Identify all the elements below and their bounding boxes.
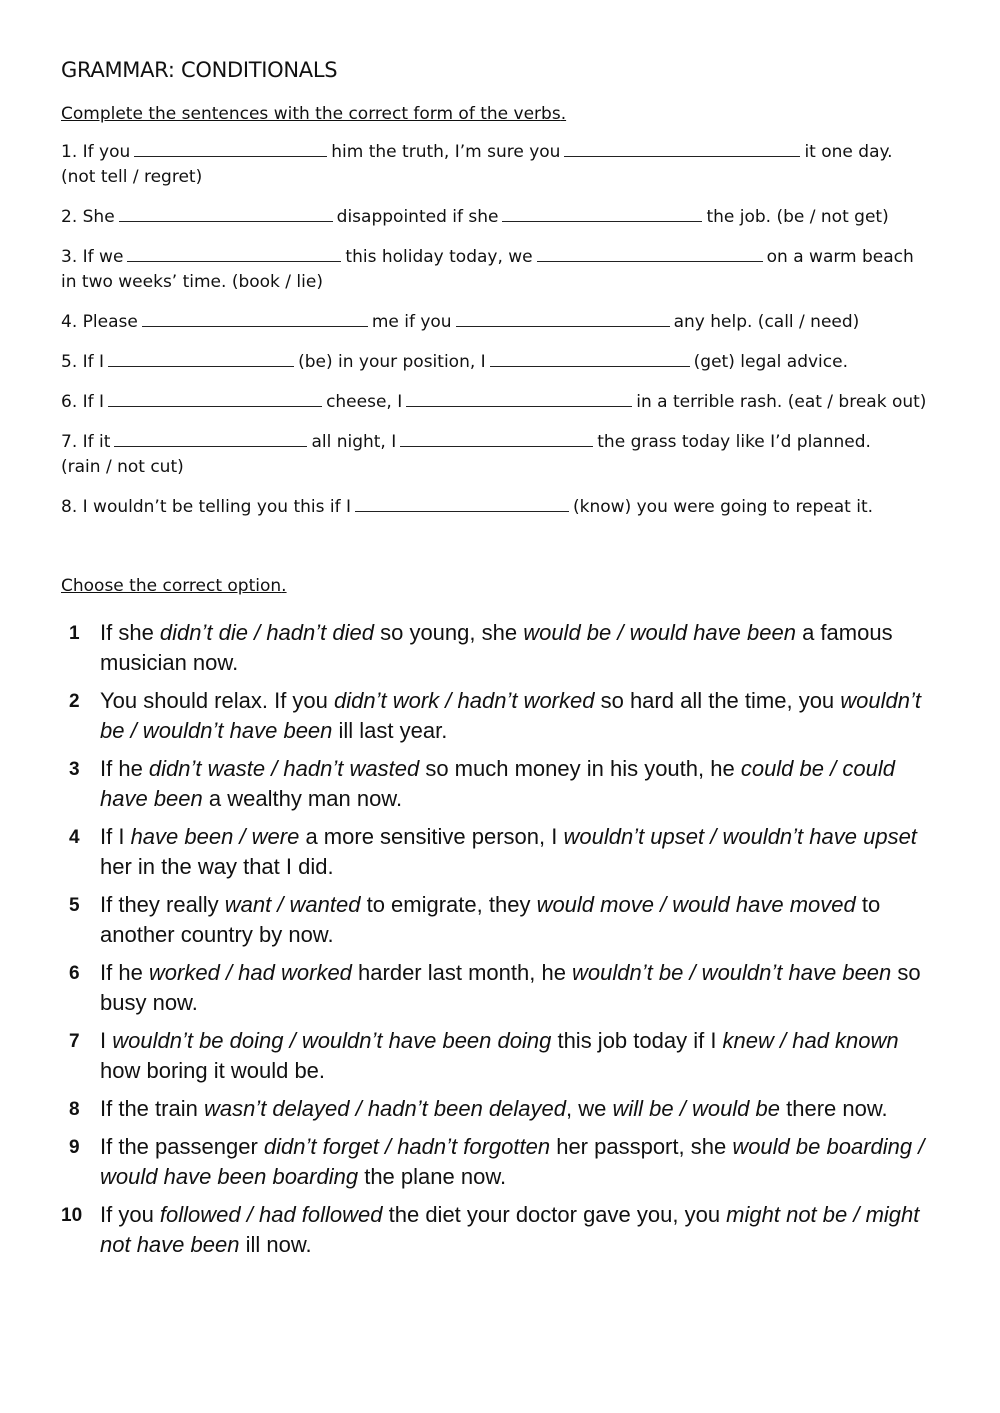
option-choice[interactable]: didn’t die / hadn’t died: [159, 620, 374, 645]
option-choice[interactable]: would be boarding / would have been boarding: [100, 1134, 925, 1189]
fill-in-list: [61, 139, 931, 520]
page-title: GRAMMAR: CONDITIONALS: [61, 58, 338, 82]
option-choice[interactable]: wouldn’t upset / wouldn’t have upset: [563, 824, 917, 849]
option-choice[interactable]: didn’t waste / hadn’t wasted: [148, 756, 420, 781]
list-item: 5 If they really want / wanted to emigrate, they would move / would have moved to another country by now.: [69, 892, 881, 947]
answer-blank[interactable]: [502, 204, 702, 222]
answer-blank[interactable]: [134, 139, 327, 157]
answer-blank[interactable]: [119, 204, 333, 222]
list-item: 5. If I (be) in your position, I (get) legal advice.: [61, 349, 931, 375]
part2-section: [61, 576, 931, 1260]
list-item: 7 I wouldn’t be doing / wouldn’t have been doing this job today if I knew / had known how boring it would be.: [69, 1028, 899, 1083]
answer-blank[interactable]: [537, 244, 763, 262]
option-choice[interactable]: wasn’t delayed / hadn’t been delayed: [203, 1096, 566, 1121]
list-item: 2. She disappointed if she the job. (be / not get): [61, 204, 931, 230]
list-item: 1 If she didn’t die / hadn’t died so young, she would be / would have been a famous musician now.: [69, 620, 893, 675]
list-item: 4 If I have been / were a more sensitive person, I wouldn’t upset / wouldn’t have upset her in the way that I did.: [69, 824, 917, 879]
list-item: 6 If he worked / had worked harder last month, he wouldn’t be / wouldn’t have been so busy now.: [69, 960, 921, 1015]
option-choice[interactable]: would be / would have been: [523, 620, 796, 645]
option-choice[interactable]: could be / could have been: [100, 756, 895, 811]
list-item: 4. Please me if you any help. (call / need): [61, 309, 931, 335]
option-choice[interactable]: wouldn’t be doing / wouldn’t have been doing: [112, 1028, 552, 1053]
option-choice[interactable]: didn’t forget / hadn’t forgotten: [263, 1134, 551, 1159]
answer-blank[interactable]: [564, 139, 800, 157]
list-item: 7. If it all night, I the grass today like I’d planned. (rain / not cut): [61, 429, 931, 480]
list-item: 6. If I cheese, I in a terrible rash. (eat / break out): [61, 389, 931, 415]
option-choice[interactable]: followed / had followed: [159, 1202, 383, 1227]
part2-instruction: Choose the correct option.: [61, 576, 287, 596]
option-choice[interactable]: didn’t work / hadn’t worked: [334, 688, 595, 713]
list-item: 1. If you him the truth, I’m sure you it one day. (not tell / regret): [61, 139, 931, 190]
list-item: 3 If he didn’t waste / hadn’t wasted so much money in his youth, he could be / could have been a wealthy man now.: [69, 756, 895, 811]
list-item: 9 If the passenger didn’t forget / hadn’t forgotten her passport, she would be boarding / would have been boarding the plane now.: [69, 1134, 925, 1189]
answer-blank[interactable]: [114, 429, 307, 447]
option-choice[interactable]: have been / were: [130, 824, 300, 849]
list-item: 3. If we this holiday today, we on a warm beach in two weeks’ time. (book / lie): [61, 244, 931, 295]
choose-option-list: [61, 618, 931, 1260]
option-choice[interactable]: worked / had worked: [148, 960, 352, 985]
list-item: 10 If you followed / had followed the diet your doctor gave you, you might not be / might not have been ill now.: [61, 1202, 920, 1257]
answer-blank[interactable]: [127, 244, 341, 262]
list-item: 2 You should relax. If you didn’t work / hadn’t worked so hard all the time, you wouldn’t be / wouldn’t have been ill last year.: [69, 688, 921, 743]
option-choice[interactable]: will be / would be: [612, 1096, 781, 1121]
option-choice[interactable]: might not be / might not have been: [100, 1202, 920, 1257]
option-choice[interactable]: wouldn’t be / wouldn’t have been: [100, 688, 921, 743]
list-item: 8 If the train wasn’t delayed / hadn’t been delayed, we will be / would be there now.: [69, 1096, 888, 1121]
list-item: 8. I wouldn’t be telling you this if I (know) you were going to repeat it.: [61, 494, 931, 520]
answer-blank[interactable]: [108, 389, 322, 407]
option-choice[interactable]: wouldn’t be / wouldn’t have been: [572, 960, 892, 985]
answer-blank[interactable]: [142, 309, 368, 327]
worksheet: [61, 58, 931, 1268]
answer-blank[interactable]: [406, 389, 632, 407]
answer-blank[interactable]: [490, 349, 690, 367]
part1-instruction: Complete the sentences with the correct form of the verbs.: [61, 104, 567, 124]
answer-blank[interactable]: [400, 429, 593, 447]
answer-blank[interactable]: [355, 494, 569, 512]
answer-blank[interactable]: [456, 309, 670, 327]
option-choice[interactable]: would move / would have moved: [536, 892, 856, 917]
option-choice[interactable]: knew / had known: [722, 1028, 899, 1053]
answer-blank[interactable]: [108, 349, 294, 367]
option-choice[interactable]: want / wanted: [224, 892, 361, 917]
